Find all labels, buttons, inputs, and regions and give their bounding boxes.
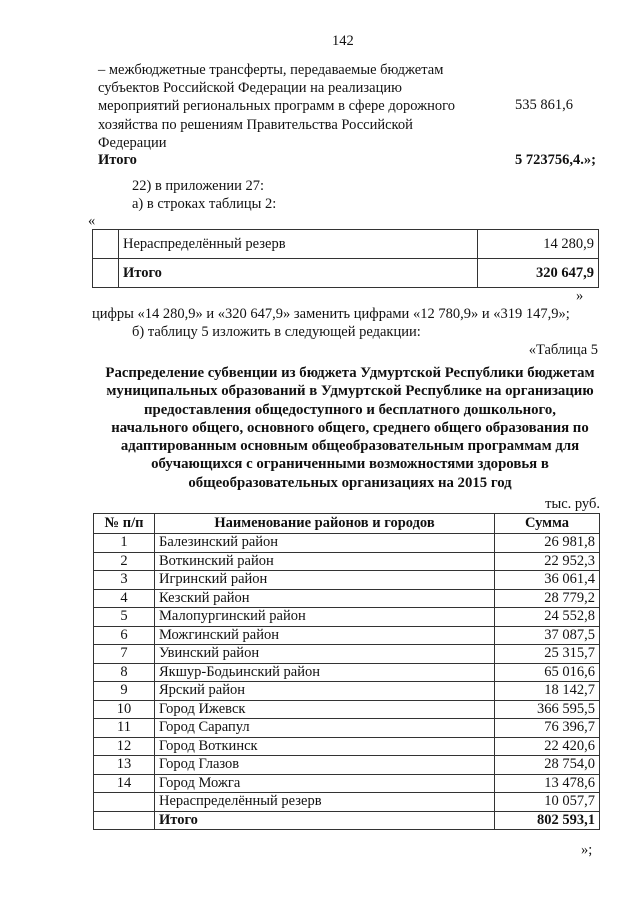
row-name: Город Воткинск — [155, 737, 495, 756]
row-sum: 25 315,7 — [495, 645, 600, 664]
row-name: Нераспределённый резерв — [155, 793, 495, 812]
item-a: а) в строках таблицы 2: — [132, 196, 277, 212]
row-number: 6 — [94, 626, 155, 645]
header-name: Наименование районов и городов — [155, 514, 495, 534]
intro-line: – межбюджетные трансферты, передаваемые бюджетам — [98, 62, 444, 78]
row-name: Итого — [119, 259, 478, 288]
row-name: Нераспределённый резерв — [119, 230, 478, 259]
row-sum: 28 779,2 — [495, 589, 600, 608]
table-row — [93, 230, 599, 259]
end-quote: »; — [581, 842, 593, 858]
row-number: 1 — [94, 534, 155, 553]
table-row — [94, 571, 600, 590]
table-row — [94, 608, 600, 627]
table-row — [94, 737, 600, 756]
row-sum: 26 981,8 — [495, 534, 600, 553]
row-name: Город Сарапул — [155, 719, 495, 738]
row-number — [94, 811, 155, 830]
title-line: предоставления общедоступного и бесплатного дошкольного, — [144, 401, 556, 418]
row-name: Итого — [155, 811, 495, 830]
row-name: Кезский район — [155, 589, 495, 608]
row-number: 3 — [94, 571, 155, 590]
row-number: 12 — [94, 737, 155, 756]
table-row — [94, 774, 600, 793]
table-2-rows — [92, 229, 599, 288]
row-number: 9 — [94, 682, 155, 701]
title-line: начального общего, основного общего, среднего общего образования по — [111, 419, 589, 436]
title-line: общеобразовательных организациях на 2015 год — [188, 474, 512, 491]
table-row — [94, 626, 600, 645]
intro-line: субъектов Российской Федерации на реализацию — [98, 80, 402, 97]
table-row — [94, 552, 600, 571]
intro-total-label: Итого — [98, 152, 137, 168]
table-row — [94, 534, 600, 553]
row-sum: 37 087,5 — [495, 626, 600, 645]
row-sum: 10 057,7 — [495, 793, 600, 812]
table-row — [94, 645, 600, 664]
row-value: 320 647,9 — [478, 259, 599, 288]
open-quote: « — [88, 213, 96, 229]
title-line: обучающихся с ограниченными возможностями здоровья в — [151, 456, 549, 473]
row-sum: 366 595,5 — [495, 700, 600, 719]
row-number: 14 — [94, 774, 155, 793]
table-row — [94, 756, 600, 775]
row-number: 11 — [94, 719, 155, 738]
page-number: 142 — [332, 33, 354, 49]
title-line: муниципальных образований в Удмуртской Республике на организацию — [106, 383, 594, 400]
intro-text — [98, 61, 455, 152]
header-num: № п/п — [94, 514, 155, 534]
units: тыс. руб. — [545, 496, 600, 512]
table-row — [94, 589, 600, 608]
row-value: 14 280,9 — [478, 230, 599, 259]
table-row — [94, 793, 600, 812]
row-name: Можгинский район — [155, 626, 495, 645]
row-name: Город Ижевск — [155, 700, 495, 719]
row-number: 4 — [94, 589, 155, 608]
row-sum: 18 142,7 — [495, 682, 600, 701]
table-row — [94, 700, 600, 719]
row-name: Город Глазов — [155, 756, 495, 775]
row-name: Воткинский район — [155, 552, 495, 571]
row-sum: 22 420,6 — [495, 737, 600, 756]
row-number — [94, 793, 155, 812]
row-sum: 22 952,3 — [495, 552, 600, 571]
row-name: Ярский район — [155, 682, 495, 701]
row-sum: 24 552,8 — [495, 608, 600, 627]
item-b: б) таблицу 5 изложить в следующей редакции: — [132, 324, 421, 340]
table-header — [94, 514, 600, 534]
header-sum: Сумма — [495, 514, 600, 534]
table-5-label: «Таблица 5 — [528, 342, 598, 358]
title-line: адаптированным основным общеобразовательным программам для — [120, 438, 580, 455]
title-line: Распределение субвенции из бюджета Удмуртской Республики бюджетам — [105, 365, 595, 381]
row-sum: 76 396,7 — [495, 719, 600, 738]
row-name: Увинский район — [155, 645, 495, 664]
table-row — [93, 259, 599, 288]
row-sum: 802 593,1 — [495, 811, 600, 830]
row-sum: 65 016,6 — [495, 663, 600, 682]
table-title — [80, 364, 620, 492]
row-number: 13 — [94, 756, 155, 775]
intro-line: хозяйства по решениям Правительства Российской — [98, 116, 413, 133]
intro-value: 535 861,6 — [515, 97, 573, 113]
row-name: Балезинский район — [155, 534, 495, 553]
table-row — [94, 682, 600, 701]
table-row — [94, 663, 600, 682]
row-name: Якшур-Бодьинский район — [155, 663, 495, 682]
row-number: 2 — [94, 552, 155, 571]
replace-text: цифры «14 280,9» и «320 647,9» заменить цифрами «12 780,9» и «319 147,9»; — [92, 306, 570, 322]
row-number: 5 — [94, 608, 155, 627]
row-name: Игринский район — [155, 571, 495, 590]
table-row — [94, 811, 600, 830]
row-number: 8 — [94, 663, 155, 682]
row-name: Город Можга — [155, 774, 495, 793]
table-row — [94, 719, 600, 738]
close-quote: » — [576, 288, 584, 304]
intro-line: мероприятий региональных программ в сфере дорожного — [98, 98, 455, 115]
intro-line: Федерации — [98, 134, 167, 151]
row-sum: 13 478,6 — [495, 774, 600, 793]
row-name: Малопургинский район — [155, 608, 495, 627]
row-number: 10 — [94, 700, 155, 719]
row-number: 7 — [94, 645, 155, 664]
intro-total-value: 5 723756,4.»; — [515, 152, 596, 168]
row-sum: 28 754,0 — [495, 756, 600, 775]
row-sum: 36 061,4 — [495, 571, 600, 590]
item-22: 22) в приложении 27: — [132, 178, 265, 194]
table-5 — [93, 513, 600, 830]
